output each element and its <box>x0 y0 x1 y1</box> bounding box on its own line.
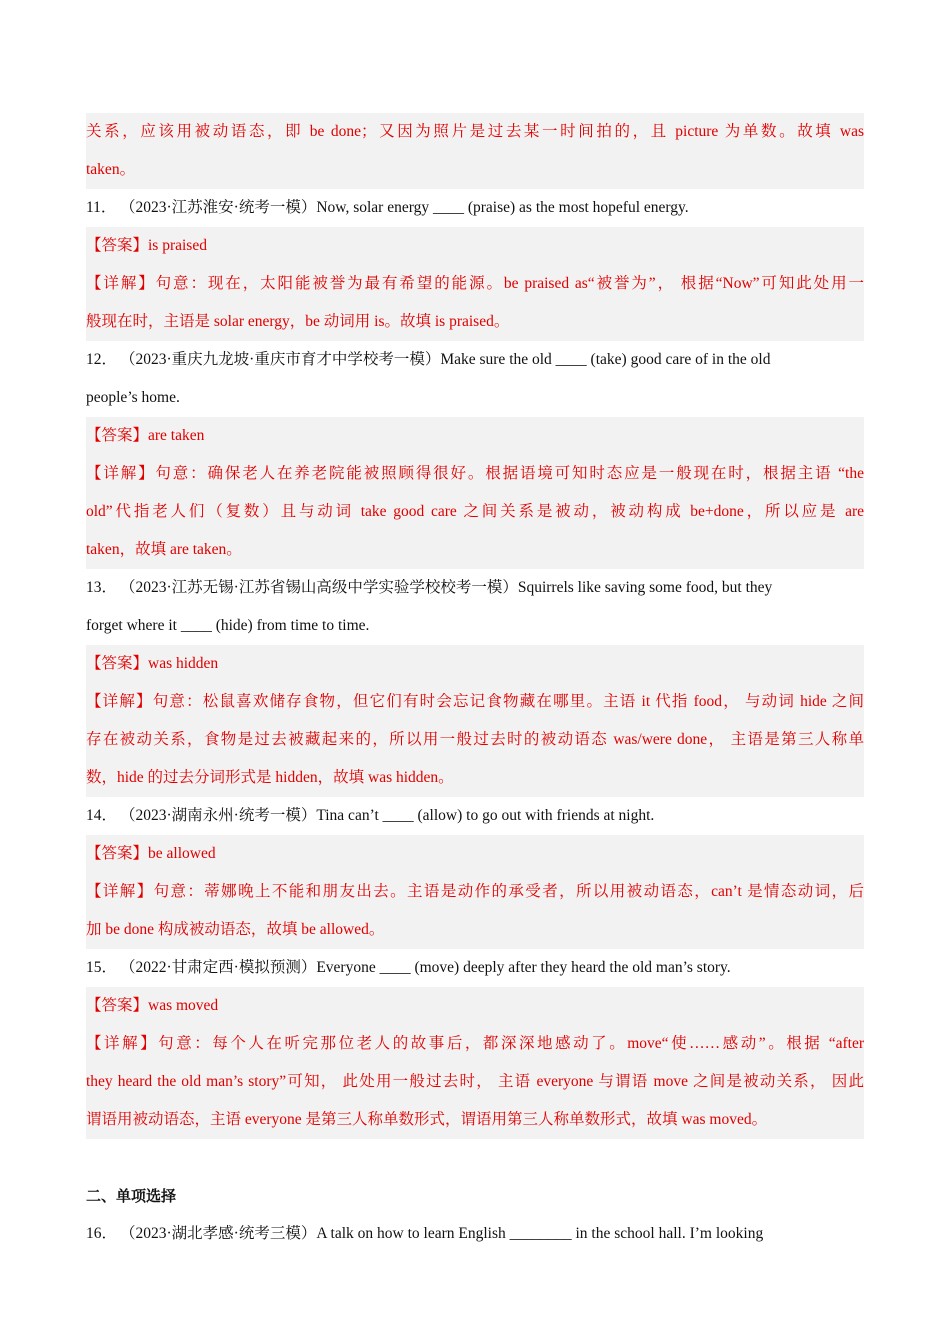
question-15 <box>86 949 864 1139</box>
detail-line: 【详解】句意：蒂娜晚上不能和朋友出去。主语是动作的承受者，所以用被动语态，can’t 是情态动词，后 <box>86 883 864 900</box>
detail-line: taken。 <box>86 161 136 178</box>
answer-block <box>86 835 864 949</box>
question-line: people’s home. <box>86 389 180 406</box>
document-page <box>86 113 864 1253</box>
question-line <box>86 569 864 607</box>
question-number: 13． <box>86 579 118 596</box>
question-16 <box>86 1215 864 1253</box>
question-text: （2022·甘肃定西·模拟预测）Everyone ____ (move) deeply after they heard the old man’s story. <box>120 959 731 976</box>
detail-line: 数，hide 的过去分词形式是 hidden，故填 was hidden。 <box>86 769 454 786</box>
detail-line: 【详解】句意：确保老人在养老院能被照顾得很好。根据语境可知时态应是一般现在时，根据主语 “the <box>86 465 864 482</box>
question-text: （2023·江苏淮安·统考一模）Now, solar energy ____ (praise) as the most hopeful energy. <box>120 199 689 216</box>
answer-line: 【答案】be allowed <box>86 845 216 862</box>
answer-line: 【答案】are taken <box>86 427 205 444</box>
answer-block <box>86 645 864 797</box>
detail-line: 存在被动关系，食物是过去被藏起来的，所以用一般过去时的被动语态 was/were done， 主语是第三人称单 <box>86 731 864 748</box>
answer-block <box>86 227 864 341</box>
detail-line: 谓语用被动语态，主语 everyone 是第三人称单数形式，谓语用第三人称单数形式，故填 was moved。 <box>86 1111 768 1128</box>
detail-line: they heard the old man’s story”可知， 此处用一般过去时， 主语 everyone 与谓语 move 之间是被动关系， 因此 <box>86 1073 864 1090</box>
question-text: （2023·江苏无锡·江苏省锡山高级中学实验学校校考一模）Squirrels like saving some food, but they <box>120 579 773 596</box>
intro-explanation-block <box>86 113 864 189</box>
question-line: forget where it ____ (hide) from time to time. <box>86 617 370 634</box>
detail-line: 【详解】句意：现在，太阳能被誉为最有希望的能源。be praised as“被誉为”， 根据“Now”可知此处用一 <box>86 275 864 292</box>
answer-block <box>86 987 864 1139</box>
spacer <box>86 1139 864 1177</box>
question-text: （2023·重庆九龙坡·重庆市育才中学校考一模）Make sure the old ____ (take) good care of in the old <box>120 351 771 368</box>
detail-line: 【详解】句意：每个人在听完那位老人的故事后，都深深地感动了。move“使……感动”。根据 “after <box>86 1035 864 1052</box>
question-text: （2023·湖北孝感·统考三模）A talk on how to learn English ________ in the school hall. I’m looking <box>120 1225 764 1242</box>
question-line <box>86 341 864 379</box>
question-11 <box>86 189 864 341</box>
detail-line: taken，故填 are taken。 <box>86 541 242 558</box>
answer-line: 【答案】was hidden <box>86 655 219 672</box>
answer-line: 【答案】was moved <box>86 997 219 1014</box>
question-number: 14． <box>86 807 118 824</box>
detail-line: 加 be done 构成被动语态，故填 be allowed。 <box>86 921 385 938</box>
question-number: 11． <box>86 199 117 216</box>
detail-line: 【详解】句意：松鼠喜欢储存食物，但它们有时会忘记食物藏在哪里。主语 it 代指 food， 与动词 hide 之间 <box>86 693 864 710</box>
question-12 <box>86 341 864 569</box>
question-13 <box>86 569 864 797</box>
detail-line: 关系，应该用被动语态，即 be done；又因为照片是过去某一时间拍的，且 picture 为单数。故填 was <box>86 123 864 140</box>
question-line <box>86 189 864 227</box>
detail-line: old”代指老人们（复数）且与动词 take good care 之间关系是被动，被动构成 be+done，所以应是 are <box>86 503 864 520</box>
question-text: （2023·湖南永州·统考一模）Tina can’t ____ (allow) to go out with friends at night. <box>120 807 655 824</box>
answer-line: 【答案】is praised <box>86 237 207 254</box>
answer-block <box>86 417 864 569</box>
section-title: 二、单项选择 <box>86 1187 177 1205</box>
question-line <box>86 797 864 835</box>
detail-line: 般现在时，主语是 solar energy，be 动词用 is。故填 is praised。 <box>86 313 510 330</box>
question-number: 15． <box>86 959 118 976</box>
question-number: 16． <box>86 1225 118 1242</box>
question-number: 12． <box>86 351 118 368</box>
question-line <box>86 949 864 987</box>
question-14 <box>86 797 864 949</box>
